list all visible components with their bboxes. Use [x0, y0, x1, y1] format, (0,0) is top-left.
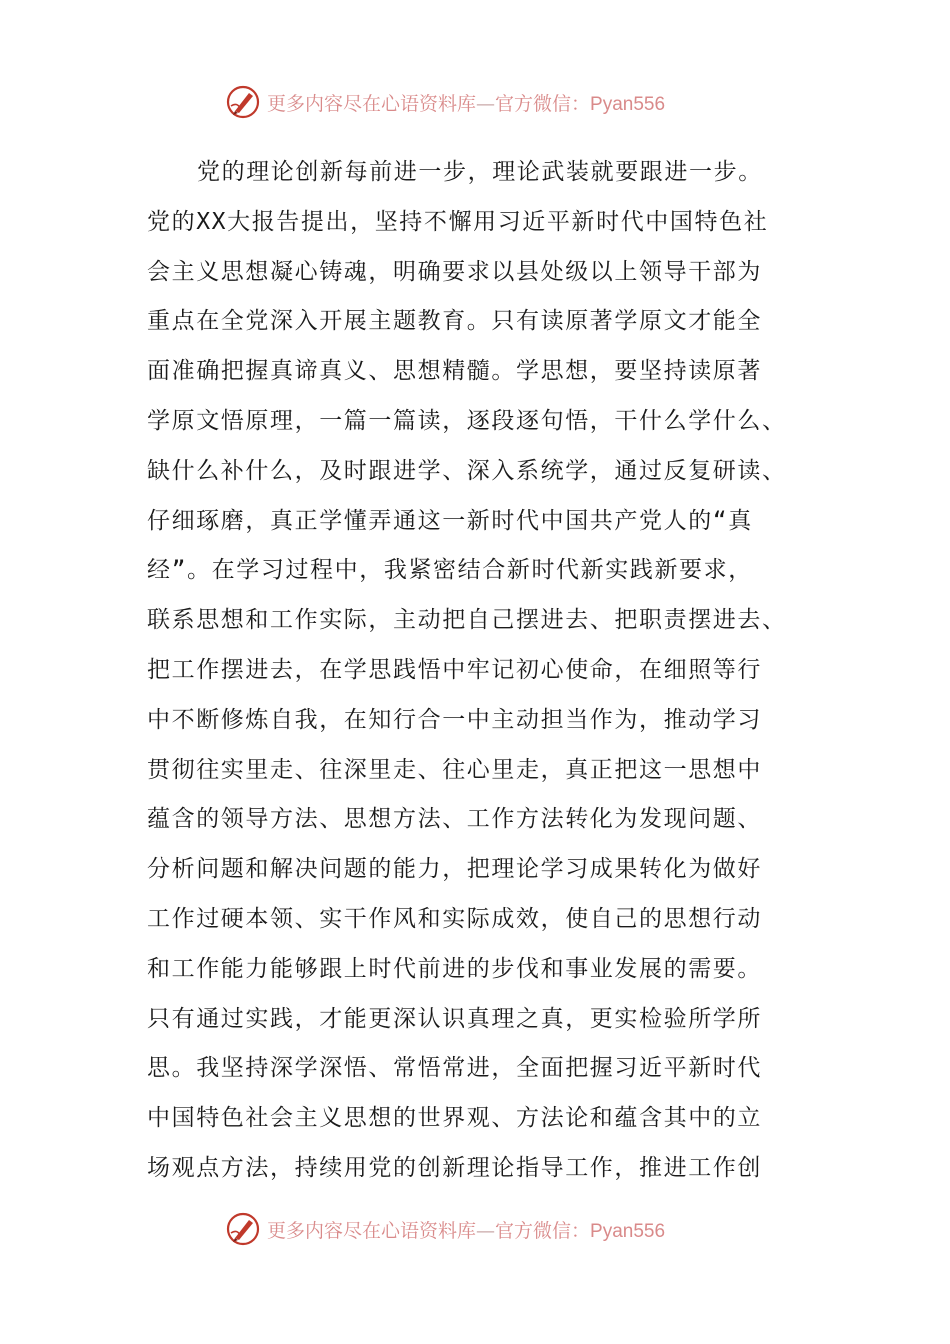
- watermark-separator: —: [476, 1219, 496, 1242]
- watermark-label: 官方微信：: [495, 92, 591, 115]
- text-line: 会主义思想凝心铸魂，明确要求以县处级以上领导干部为: [147, 258, 762, 285]
- text-line: 贯彻往实里走、往深里走、往心里走，真正把这一思想中: [147, 756, 762, 783]
- watermark-main: 更多内容尽在心语资料库: [267, 1219, 477, 1242]
- watermark-text: [267, 1216, 665, 1243]
- text-line: 中不断修炼自我，在知行合一中主动担当作为，推动学习: [147, 706, 762, 733]
- watermark-id: Pyan556: [590, 93, 666, 115]
- text-line: 和工作能力能够跟上时代前进的步伐和事业发展的需要。: [147, 955, 762, 982]
- text-line: 重点在全党深入开展主题教育。只有读原著学原文才能全: [147, 308, 762, 335]
- text-line: 只有通过实践，才能更深认识真理之真，更实检验所学所: [147, 1005, 762, 1032]
- text-line: 学原文悟原理，一篇一篇读，逐段逐句悟，干什么学什么、: [147, 407, 787, 434]
- text-line: 场观点方法，持续用党的创新理论指导工作，推进工作创: [147, 1154, 762, 1181]
- text-line: 仔细琢磨，真正学懂弄通这一新时代中国共产党人的“真: [147, 507, 753, 534]
- text-line: 把工作摆进去，在学思践悟中牢记初心使命，在细照等行: [147, 656, 762, 683]
- footer-watermark: [225, 1209, 745, 1249]
- text-line: 经”。在学习过程中，我紧密结合新时代新实践新要求，: [147, 557, 753, 584]
- text-line: 分析问题和解决问题的能力，把理论学习成果转化为做好: [147, 856, 762, 883]
- text-line: 缺什么补什么，及时跟进学、深入系统学，通过反复研读、: [147, 457, 787, 484]
- text-line: 蕴含的领导方法、思想方法、工作方法转化为发现问题、: [147, 806, 762, 833]
- text-line: 党的理论创新每前进一步，理论武装就要跟进一步。: [197, 159, 763, 185]
- text-line: 党的XX大报告提出，坚持不懈用习近平新时代中国特色社: [147, 208, 769, 235]
- text-line: 思。我坚持深学深悟、常悟常进，全面把握习近平新时代: [147, 1055, 762, 1082]
- header-watermark: [225, 82, 745, 122]
- text-line: 联系思想和工作实际，主动把自己摆进去、把职责摆进去、: [147, 607, 787, 634]
- text-line: 中国特色社会主义思想的世界观、方法论和蕴含其中的立: [147, 1105, 762, 1132]
- watermark-text: [267, 89, 665, 116]
- watermark-separator: —: [476, 92, 496, 115]
- watermark-main: 更多内容尽在心语资料库: [267, 92, 477, 115]
- text-line: 面准确把握真谛真义、思想精髓。学思想，要坚持读原著: [147, 358, 762, 385]
- watermark-id: Pyan556: [590, 1220, 666, 1242]
- document-body: [147, 148, 807, 1194]
- pen-circle-logo-icon: [225, 1211, 261, 1247]
- pen-circle-logo-icon: [225, 84, 261, 120]
- watermark-label: 官方微信：: [495, 1219, 591, 1242]
- text-line: 工作过硬本领、实干作风和实际成效，使自己的思想行动: [147, 905, 762, 932]
